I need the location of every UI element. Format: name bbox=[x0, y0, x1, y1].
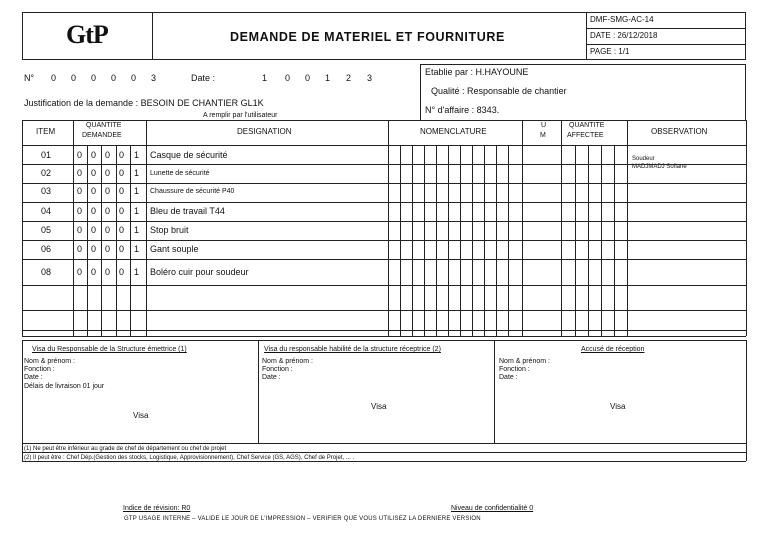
grid-line bbox=[746, 340, 747, 461]
document-page: PAGE : 1/1 bbox=[590, 47, 630, 56]
grid-line bbox=[146, 120, 147, 336]
date-digit: 1 bbox=[325, 73, 331, 83]
row-designation: Boléro cuir pour soudeur bbox=[150, 267, 249, 277]
grid-line bbox=[561, 120, 562, 336]
row-designation: Stop bruit bbox=[150, 225, 189, 235]
qty-digit: 0 bbox=[119, 225, 125, 235]
qualite: Qualité : Responsable de chantier bbox=[431, 86, 567, 96]
qty-digit: 0 bbox=[105, 150, 111, 160]
date-label: Date : bbox=[499, 374, 518, 381]
grid-line bbox=[746, 120, 747, 336]
grid-line bbox=[448, 145, 449, 336]
grid-line bbox=[588, 145, 589, 336]
number-digit: 0 bbox=[131, 73, 137, 83]
visa-col2-title: Visa du responsable habilité de la structure réceptrice (2) bbox=[264, 346, 441, 353]
qty-digit: 0 bbox=[119, 206, 125, 216]
qty-digit: 0 bbox=[77, 206, 83, 216]
col-header-qty-assigned-2: AFFECTEE bbox=[567, 132, 604, 139]
fonction-label: Fonction : bbox=[499, 366, 530, 373]
qty-digit: 1 bbox=[134, 267, 140, 277]
grid-line bbox=[73, 120, 74, 336]
col-header-item: ITEM bbox=[36, 127, 56, 136]
qty-digit: 1 bbox=[134, 225, 140, 235]
grid-line bbox=[627, 120, 628, 336]
col-header-qty-assigned: QUANTITE bbox=[569, 122, 605, 129]
col-header-um: U bbox=[541, 122, 547, 129]
qty-digit: 0 bbox=[77, 186, 83, 196]
grid-line bbox=[388, 120, 389, 336]
col-header-nomenclature: NOMENCLATURE bbox=[420, 127, 487, 136]
qty-digit: 0 bbox=[91, 168, 97, 178]
qty-digit: 1 bbox=[134, 150, 140, 160]
qty-digit: 0 bbox=[91, 244, 97, 254]
row-item: 05 bbox=[41, 225, 52, 235]
col-header-designation: DESIGNATION bbox=[237, 127, 292, 136]
grid-line bbox=[22, 340, 746, 341]
grid-line bbox=[614, 145, 615, 336]
qty-digit: 0 bbox=[91, 225, 97, 235]
qty-digit: 1 bbox=[134, 244, 140, 254]
grid-line bbox=[22, 452, 746, 453]
header-divider bbox=[586, 28, 746, 29]
row-item: 08 bbox=[41, 267, 52, 277]
date-label: Date : bbox=[262, 374, 281, 381]
visa-label: Visa bbox=[133, 411, 149, 420]
date-label: Date : bbox=[191, 73, 216, 83]
row-designation: Gant souple bbox=[150, 244, 199, 254]
grid-line bbox=[460, 145, 461, 336]
row-designation: Lunette de sécurité bbox=[150, 170, 210, 177]
grid-line bbox=[472, 145, 473, 336]
qty-digit: 0 bbox=[119, 267, 125, 277]
document-date: DATE : 26/12/2018 bbox=[590, 31, 658, 40]
number-digit: 0 bbox=[51, 73, 57, 83]
number-digit: 0 bbox=[111, 73, 117, 83]
nom-prenom-label: Nom & prénom : bbox=[24, 358, 75, 365]
col-header-qty-requested-2: DEMANDEE bbox=[82, 132, 122, 139]
grid-line bbox=[412, 145, 413, 336]
row-item: 02 bbox=[41, 168, 52, 178]
confidentiality-level: Niveau de confidentialité 0 bbox=[451, 505, 534, 512]
qty-digit: 0 bbox=[119, 186, 125, 196]
col-header-observation: OBSERVATION bbox=[651, 127, 708, 136]
revision-index: Indice de révision: R0 bbox=[123, 505, 191, 512]
grid-line bbox=[494, 340, 495, 443]
qty-digit: 0 bbox=[105, 267, 111, 277]
qty-digit: 0 bbox=[119, 150, 125, 160]
header-divider bbox=[586, 44, 746, 45]
visa-label: Visa bbox=[610, 402, 626, 411]
observation-line: Soudeur bbox=[632, 156, 655, 162]
qty-digit: 0 bbox=[119, 244, 125, 254]
usage-notice: GTP USAGE INTERNE – VALIDE LE JOUR DE L'IMPRESSION – VERIFIER QUE VOUS UTILISEZ LA DERNIERE VERSION bbox=[124, 516, 481, 522]
qty-digit: 1 bbox=[134, 168, 140, 178]
grid-line bbox=[436, 145, 437, 336]
grid-line bbox=[575, 145, 576, 336]
row-item: 01 bbox=[41, 150, 52, 160]
visa-label: Visa bbox=[371, 402, 387, 411]
document-code: DMF-SMG-AC-14 bbox=[590, 15, 654, 24]
delivery-delay: Délais de livraison 01 jour bbox=[24, 383, 105, 390]
qty-digit: 0 bbox=[77, 150, 83, 160]
grid-line bbox=[22, 120, 23, 336]
qty-digit: 0 bbox=[91, 267, 97, 277]
visa-col3-title: Accusé de réception bbox=[581, 346, 645, 353]
company-logo: GtP bbox=[66, 20, 108, 49]
header-divider bbox=[152, 12, 153, 60]
grid-line bbox=[22, 336, 746, 337]
grid-line bbox=[22, 340, 23, 461]
qty-digit: 0 bbox=[77, 225, 83, 235]
qty-digit: 0 bbox=[91, 186, 97, 196]
qty-digit: 0 bbox=[119, 168, 125, 178]
grid-line bbox=[22, 443, 746, 444]
grid-line bbox=[87, 145, 88, 336]
date-label: Date : bbox=[24, 374, 43, 381]
grid-line bbox=[258, 340, 259, 443]
grid-line bbox=[601, 145, 602, 336]
grid-line bbox=[101, 145, 102, 336]
footnote-1: (1) Ne peut être inférieur au grade de chef de département ou chef de projet bbox=[24, 446, 227, 452]
row-item: 04 bbox=[41, 206, 52, 216]
row-designation: Chaussure de sécurité P40 bbox=[150, 188, 235, 195]
fonction-label: Fonction : bbox=[24, 366, 55, 373]
justification: Justification de la demande : BESOIN DE CHANTIER GL1K bbox=[24, 98, 264, 108]
grid-line bbox=[116, 145, 117, 336]
row-item: 03 bbox=[41, 186, 52, 196]
row-designation: Bleu de travail T44 bbox=[150, 206, 225, 216]
established-by: Etablie par : H.HAYOUNE bbox=[425, 67, 529, 77]
fill-note: A remplir par l'utilisateur bbox=[203, 112, 278, 119]
grid-line bbox=[22, 120, 746, 121]
col-header-qty-requested: QUANTITE bbox=[86, 122, 122, 129]
grid-line bbox=[130, 145, 131, 336]
qty-digit: 0 bbox=[91, 150, 97, 160]
number-digit: 3 bbox=[151, 73, 157, 83]
qty-digit: 0 bbox=[105, 206, 111, 216]
grid-line bbox=[424, 145, 425, 336]
number-digit: 0 bbox=[71, 73, 77, 83]
qty-digit: 1 bbox=[134, 206, 140, 216]
grid-line bbox=[508, 145, 509, 336]
nom-prenom-label: Nom & prénom : bbox=[499, 358, 550, 365]
fonction-label: Fonction : bbox=[262, 366, 293, 373]
qty-digit: 0 bbox=[105, 186, 111, 196]
qty-digit: 0 bbox=[105, 244, 111, 254]
qty-digit: 0 bbox=[77, 168, 83, 178]
nom-prenom-label: Nom & prénom : bbox=[262, 358, 313, 365]
qty-digit: 0 bbox=[105, 225, 111, 235]
qty-digit: 0 bbox=[77, 244, 83, 254]
observation-line: MADJMADJ Sofiane bbox=[632, 164, 687, 170]
date-digit: 0 bbox=[285, 73, 291, 83]
grid-line bbox=[522, 120, 523, 336]
qty-digit: 1 bbox=[134, 186, 140, 196]
grid-line bbox=[22, 461, 746, 462]
visa-col1-title: Visa du Responsable de la Structure émettrice (1) bbox=[32, 346, 187, 353]
col-header-um-2: M bbox=[540, 132, 546, 139]
qty-digit: 0 bbox=[77, 267, 83, 277]
affaire-number: N° d'affaire : 8343. bbox=[425, 105, 500, 115]
document-title: DEMANDE DE MATERIEL ET FOURNITURE bbox=[230, 30, 505, 44]
date-digit: 2 bbox=[346, 73, 352, 83]
grid-line bbox=[484, 145, 485, 336]
grid-line bbox=[496, 145, 497, 336]
date-digit: 1 bbox=[262, 73, 268, 83]
row-designation: Casque de sécurité bbox=[150, 150, 228, 160]
qty-digit: 0 bbox=[91, 206, 97, 216]
row-item: 06 bbox=[41, 244, 52, 254]
footnote-2: (2) Il peut être : Chef Dép.(Gestion des stocks, Logistique, Approvisionnement), Chef Service (GS, AGS), Chef de Projet, ... . bbox=[24, 455, 355, 461]
date-digit: 3 bbox=[367, 73, 373, 83]
qty-digit: 0 bbox=[105, 168, 111, 178]
grid-line bbox=[400, 145, 401, 336]
number-digit: 0 bbox=[91, 73, 97, 83]
date-digit: 0 bbox=[305, 73, 311, 83]
number-label: N° bbox=[24, 73, 35, 83]
header-divider bbox=[586, 12, 587, 60]
